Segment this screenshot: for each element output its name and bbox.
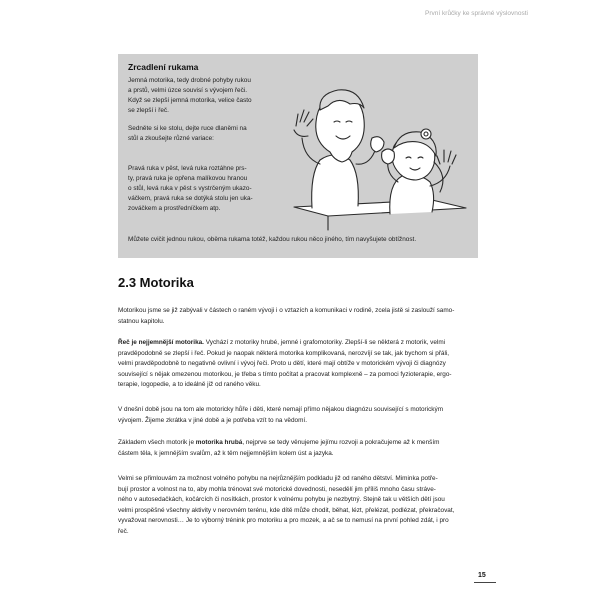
body-paragraph-4-start: Základem všech motorik je	[118, 439, 196, 446]
exercise-box-title: Zrcadlení rukama	[128, 62, 199, 72]
section-title: 2.3 Motorika	[118, 275, 194, 290]
page-number: 15	[478, 572, 486, 579]
body-paragraph-4-bold: motorika hrubá	[195, 439, 243, 446]
exercise-box	[118, 54, 478, 258]
body-paragraph-3: V dnešní době jsou na tom ale motoricky hůře i děti, které nemají přímo nějakou diagnózu související s motorickým vývojem. Žijeme zkrátka v jiné době a je potřeba vzít to na vědomí.	[118, 406, 444, 424]
mother-child-hands-illustration	[290, 82, 470, 232]
running-header: První krůčky ke správné výslovnosti	[425, 10, 528, 17]
body-paragraph-4-text: , nejprve se tedy věnujeme jejímu rozvoji a pokračujeme až k menším částem těla, k jemnějším svalům, až k těm nejjemnějším kolem úst a jazyka.	[118, 439, 440, 457]
body-paragraph-2-text: Vychází z motoriky hrubé, jemné i grafomotoriky. Zlepší-li se některá z motorik, velmi pravděpodobně se zlepší i řeč. Pokud je naopak některá motorika komplikovaná, nerozvíjí se tak, jak bychom si přáli, velmi pravděpodobně to negativně ovlivní i vývoj řeči. Proto u dětí, které mají obtíže v motorickém vývoji či diagnózy související s nějak omezenou motorikou, je třeba s tímto počítat a pracovat komplexně – za pomoci fyzioterapie, ergo- terapie, logopedie, a to ideálně již od raného věku.	[118, 339, 452, 388]
body-paragraph-2-bold: Řeč je nejjemnější motorika.	[118, 339, 204, 346]
body-paragraph-2	[118, 338, 490, 391]
body-paragraph-1: Motorikou jsme se již zabývali v částech o raném vývoji i o vztazích a komunikaci v rodině, zcela jistě si zaslouží samo- statnou kapitolu.	[118, 307, 455, 325]
exercise-box-paragraph-4: Můžete cvičit jednou rukou, oběma rukama totéž, každou rukou něco jiného, tím navyšujete obtížnost.	[128, 236, 417, 243]
exercise-box-paragraph-2: Sedněte si ke stolu, dejte ruce dlaněmi na stůl a zkoušejte různé variace:	[128, 125, 247, 142]
exercise-box-paragraph-1: Jemná motorika, tedy drobné pohyby rukou a prstů, velmi úzce souvisí s vývojem řeči. Když se zlepší jemná motorika, velice často se zlepší i řeč.	[128, 77, 252, 114]
exercise-box-paragraph-3: Pravá ruka v pěst, levá ruka roztáhne prs- ty, pravá ruka je opřena malíkovou hranou o stůl, levá ruka v pěst s vystrčeným ukazo- váčkem, pravá ruka se dotýká stolu jen uka- zováčkem a prostředníčkem atp.	[128, 165, 253, 212]
page-number-rule	[474, 582, 496, 583]
body-paragraph-4	[118, 438, 490, 459]
body-paragraph-5: Velmi se přimlouvám za možnost volného pohybu na nejrůznějším podkladu již od raného dětství. Miminka potře- bují prostor a volnost na to, aby mohla trénovat své motorické dovednosti, nesedělí jim příliš mnoho času stráve- ného v autosedačkách, kočárcích či nosítkách, prostor k volnému pohybu je nezbytný. Stejně tak u větších dětí jsou velmi prospěšné všechny aktivity v nerovném terénu, kde dítě může chodit, běhat, lézt, přelézat, podlézat, překračovat, vyvažovat nerovnosti… Je to výborný trénink pro motoriku a pro mozek, a ač se to nemusí na první pohled zdát, i pro řeč.	[118, 475, 455, 535]
